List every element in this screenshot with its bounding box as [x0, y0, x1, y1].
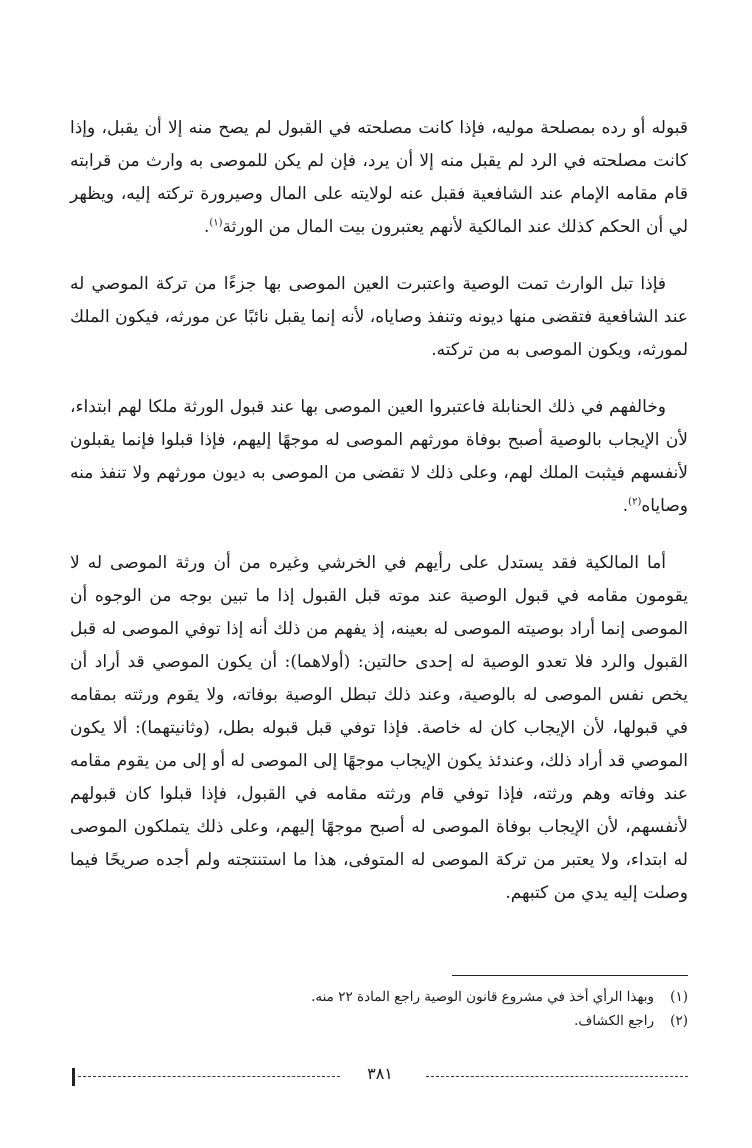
footnote-marker: (٢) — [670, 1013, 688, 1029]
footnote-separator — [452, 975, 688, 976]
paragraph-3 — [70, 391, 688, 523]
footnotes — [70, 985, 688, 1033]
footnote-text: راجع الكشاف. — [574, 1013, 654, 1029]
paragraph-1 — [70, 112, 688, 244]
footnote-reference: (١) — [209, 217, 223, 229]
footnote-text: وبهذا الرأي أخذ في مشروع قانون الوصية راجع المادة ٢٢ منه. — [311, 989, 654, 1005]
paragraph-end: . — [203, 217, 210, 237]
paragraph-4 — [70, 547, 688, 910]
paragraph-text: قبوله أو رده بمصلحة موليه، فإذا كانت مصلحته في القبول لم يصح منه إلا أن يقبل، وإذا كانت مصلحته في الرد لم يقبل منه إلا أن يرد، فإن لم يكن للموصى به وارث من قرابته قام مقامه الإمام عند الشافعية فقبل عنه لولايته على المال وصيرورة تركته إليه، ويظهر لي أن الحكم كذلك عند المالكية لأنهم يعتبرون بيت المال من الورثة — [70, 118, 688, 237]
page-footer — [72, 1066, 688, 1086]
paragraph-text: وخالفهم في ذلك الحنابلة فاعتبروا العين الموصى بها عند قبول الورثة ملكا لهم ابتداء، لأن الإيجاب بالوصية أصبح بوفاة مورثهم الموصى له موجهًا إليهم، فإذا قبلوا فإنما يقبلون لأنفسهم فيثبت الملك لهم، وعلى ذلك لا تقضى من الموصى به ديون مورثهم ولا تنفذ منه وصاياه — [70, 397, 688, 516]
page-number: ٣٨١ — [367, 1064, 393, 1083]
footnote-1 — [70, 985, 688, 1009]
footnote-reference: (٢) — [628, 496, 642, 508]
paragraph-text: فإذا تبل الوارث تمت الوصية واعتبرت العين الموصى بها جزءًا من تركة الموصي له عند الشافعية فتقضى منها ديونه وتنفذ وصاياه، لأنه إنما يقبل نائبًا عن مورثه، فيكون الملك لمورثه، ويكون الموصى به من تركته. — [70, 274, 688, 360]
paragraph-end: . — [622, 496, 629, 516]
paragraph-2 — [70, 268, 688, 367]
footnote-marker: (١) — [670, 989, 688, 1005]
main-text — [70, 112, 688, 934]
footnote-2 — [70, 1009, 688, 1033]
paragraph-text: أما المالكية فقد يستدل على رأيهم في الخرشي وغيره من أن ورثة الموصى له لا يقومون مقامه في قبول الوصية عند موته قبل القبول إذا ما تبين بوجه من الوجوه أن الموصى إنما أراد بوصيته الموصى له بعينه، إذ يفهم من ذلك أنه إذا توفي الموصى له قبل القبول والرد فلا تعدو الوصية له إحدى حالتين: (أولاهما): أن يكون الموصي قد أراد أن يخص نفس الموصى له بالوصية، وعند ذلك تبطل الوصية بوفاته، ولا يقوم ورثته بمقامه في قبولها، لأن الإيجاب كان له خاصة. فإذا توفي قبل قبوله بطل، (وثانيتهما): ألا يكون الموصي قد أراد ذلك، وعندئذ يكون الإيجاب موجهًا إلى الموصى له أو إلى من يقوم مقامه عند وفاته وهم ورثته، فإذا توفي قام ورثته مقامه في القبول، فإذا قبلوا كان قبولهم لأنفسهم، لأن الإيجاب بوفاة الموصى له أصبح موجهًا إليهم، وعلى ذلك يتملكون الموصى له ابتداء، ولا يعتبر من تركة الموصى له المتوفى، هذا ما استنتجته ولم أجده صريحًا فيما وصلت إليه يدي من كتبهم. — [70, 553, 688, 903]
